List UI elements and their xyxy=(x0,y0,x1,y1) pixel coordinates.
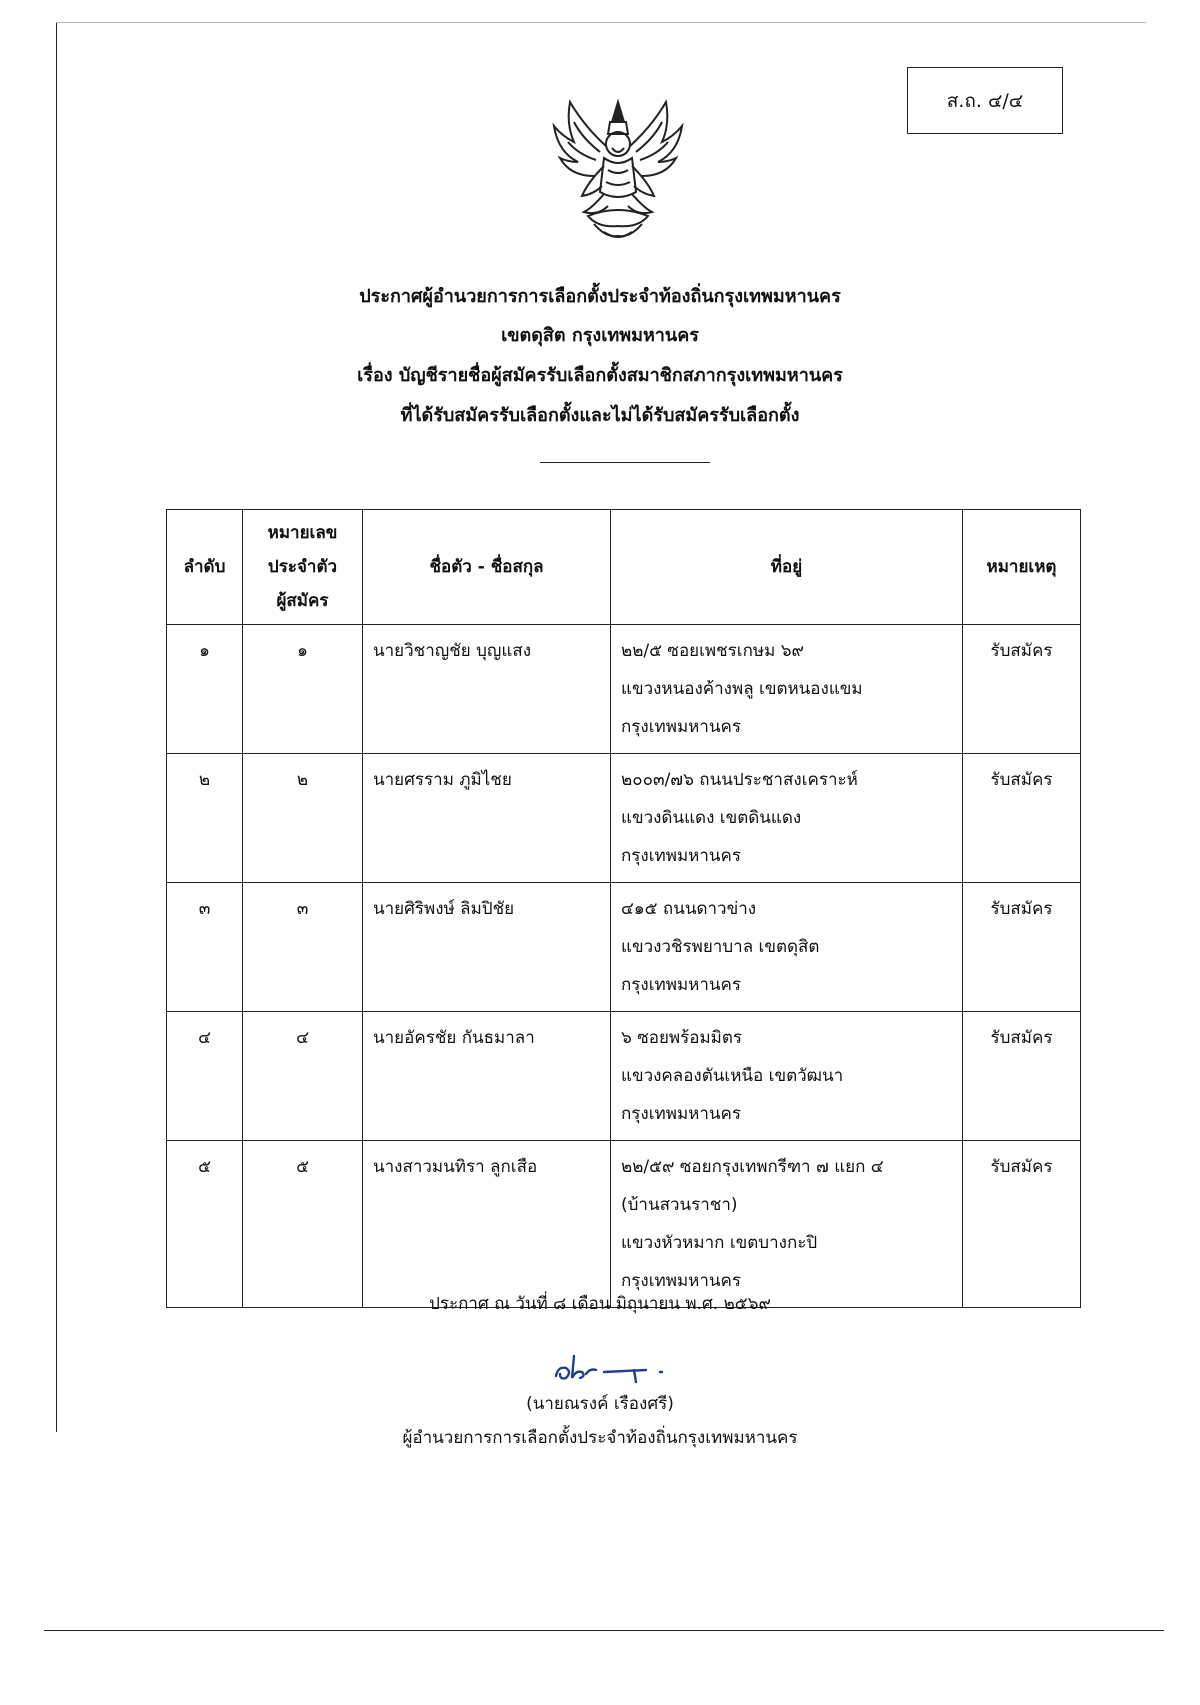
cell-order: ๔ xyxy=(167,1012,243,1141)
address-line: กรุงเทพมหานคร xyxy=(621,975,742,995)
signer-title: ผู้อำนวยการการเลือกตั้งประจำท้องถิ่นกรุงเทพมหานคร xyxy=(402,1428,798,1448)
address-line: ๒๐๐๓/๗๖ ถนนประชาสงเคราะห์ xyxy=(621,770,858,790)
cell-address xyxy=(611,1141,963,1308)
table-row xyxy=(167,625,1081,754)
signer-name: (นายณรงค์ เรืองศรี) xyxy=(526,1394,674,1414)
header-number-line-3: ผู้สมัคร xyxy=(276,591,329,611)
cell-remark: รับสมัคร xyxy=(963,1141,1081,1308)
page-edge-left xyxy=(56,22,57,1432)
address-line: กรุงเทพมหานคร xyxy=(621,846,742,866)
header-number-line-2: ประจำตัว xyxy=(267,557,338,577)
header-address: ที่อยู่ xyxy=(611,510,963,625)
header-candidate-number xyxy=(243,510,363,625)
cell-address xyxy=(611,1012,963,1141)
cell-name: นายศิริพงษ์ ลิมปิชัย xyxy=(363,883,611,1012)
cell-order: ๓ xyxy=(167,883,243,1012)
cell-address xyxy=(611,754,963,883)
announcement-date: ประกาศ ณ วันที่ ๘ เดือน มิถุนายน พ.ศ. ๒๕๖๙ xyxy=(429,1294,771,1314)
header-order: ลำดับ xyxy=(167,510,243,625)
cell-order: ๑ xyxy=(167,625,243,754)
cell-remark: รับสมัคร xyxy=(963,883,1081,1012)
cell-remark: รับสมัคร xyxy=(963,754,1081,883)
page-edge-bottom xyxy=(44,1630,1164,1631)
heading-underline xyxy=(540,462,710,463)
cell-remark: รับสมัคร xyxy=(963,1012,1081,1141)
address-line: กรุงเทพมหานคร xyxy=(621,717,742,737)
cell-order: ๕ xyxy=(167,1141,243,1308)
address-line: แขวงวชิรพยาบาล เขตดุสิต xyxy=(621,937,820,957)
address-line: ๔๑๕ ถนนดาวข่าง xyxy=(621,899,757,919)
address-line: แขวงหัวหมาก เขตบางกะปิ xyxy=(621,1233,818,1253)
table-row xyxy=(167,883,1081,1012)
heading-line-2: เขตดุสิต กรุงเทพมหานคร xyxy=(501,325,699,346)
table-header-row xyxy=(167,510,1081,625)
form-code-box xyxy=(907,67,1063,134)
cell-name: นายวิชาญชัย บุญแสง xyxy=(363,625,611,754)
cell-number: ๕ xyxy=(243,1141,363,1308)
cell-number: ๔ xyxy=(243,1012,363,1141)
header-remark: หมายเหตุ xyxy=(963,510,1081,625)
candidates-table xyxy=(166,509,1081,1308)
address-line: (บ้านสวนราชา) xyxy=(621,1195,738,1215)
cell-order: ๒ xyxy=(167,754,243,883)
address-line: แขวงหนองค้างพลู เขตหนองแขม xyxy=(621,679,863,699)
signature-image xyxy=(550,1350,680,1386)
cell-address xyxy=(611,625,963,754)
heading-line-3: เรื่อง บัญชีรายชื่อผู้สมัครรับเลือกตั้งสมาชิกสภากรุงเทพมหานคร xyxy=(357,365,843,386)
cell-name: นายอัครชัย กันธมาลา xyxy=(363,1012,611,1141)
address-line: แขวงดินแดง เขตดินแดง xyxy=(621,808,802,828)
garuda-emblem xyxy=(548,96,688,242)
address-line: ๒๒/๕ ซอยเพชรเกษม ๖๙ xyxy=(621,641,804,661)
cell-remark: รับสมัคร xyxy=(963,625,1081,754)
cell-number: ๓ xyxy=(243,883,363,1012)
address-line: ๖ ซอยพร้อมมิตร xyxy=(621,1028,743,1048)
page-edge-top xyxy=(56,22,1146,23)
cell-name: นายศรราม ภูมิไชย xyxy=(363,754,611,883)
header-number-line-1: หมายเลข xyxy=(267,523,338,543)
address-line: กรุงเทพมหานคร xyxy=(621,1104,742,1124)
cell-name: นางสาวมนทิรา ลูกเสือ xyxy=(363,1141,611,1308)
table-row xyxy=(167,754,1081,883)
cell-number: ๑ xyxy=(243,625,363,754)
heading-line-4: ที่ได้รับสมัครรับเลือกตั้งและไม่ได้รับสมัครรับเลือกตั้ง xyxy=(400,405,800,426)
cell-address xyxy=(611,883,963,1012)
address-line: กรุงเทพมหานคร xyxy=(621,1271,742,1291)
table-row xyxy=(167,1012,1081,1141)
form-code: ส.ถ. ๔/๔ xyxy=(946,89,1024,112)
header-name: ชื่อตัว - ชื่อสกุล xyxy=(363,510,611,625)
address-line: ๒๒/๕๙ ซอยกรุงเทพกรีฑา ๗ แยก ๔ xyxy=(621,1157,884,1177)
address-line: แขวงคลองตันเหนือ เขตวัฒนา xyxy=(621,1066,844,1086)
cell-number: ๒ xyxy=(243,754,363,883)
table-row xyxy=(167,1141,1081,1308)
heading-line-1: ประกาศผู้อำนวยการการเลือกตั้งประจำท้องถิ่นกรุงเทพมหานคร xyxy=(359,286,841,307)
